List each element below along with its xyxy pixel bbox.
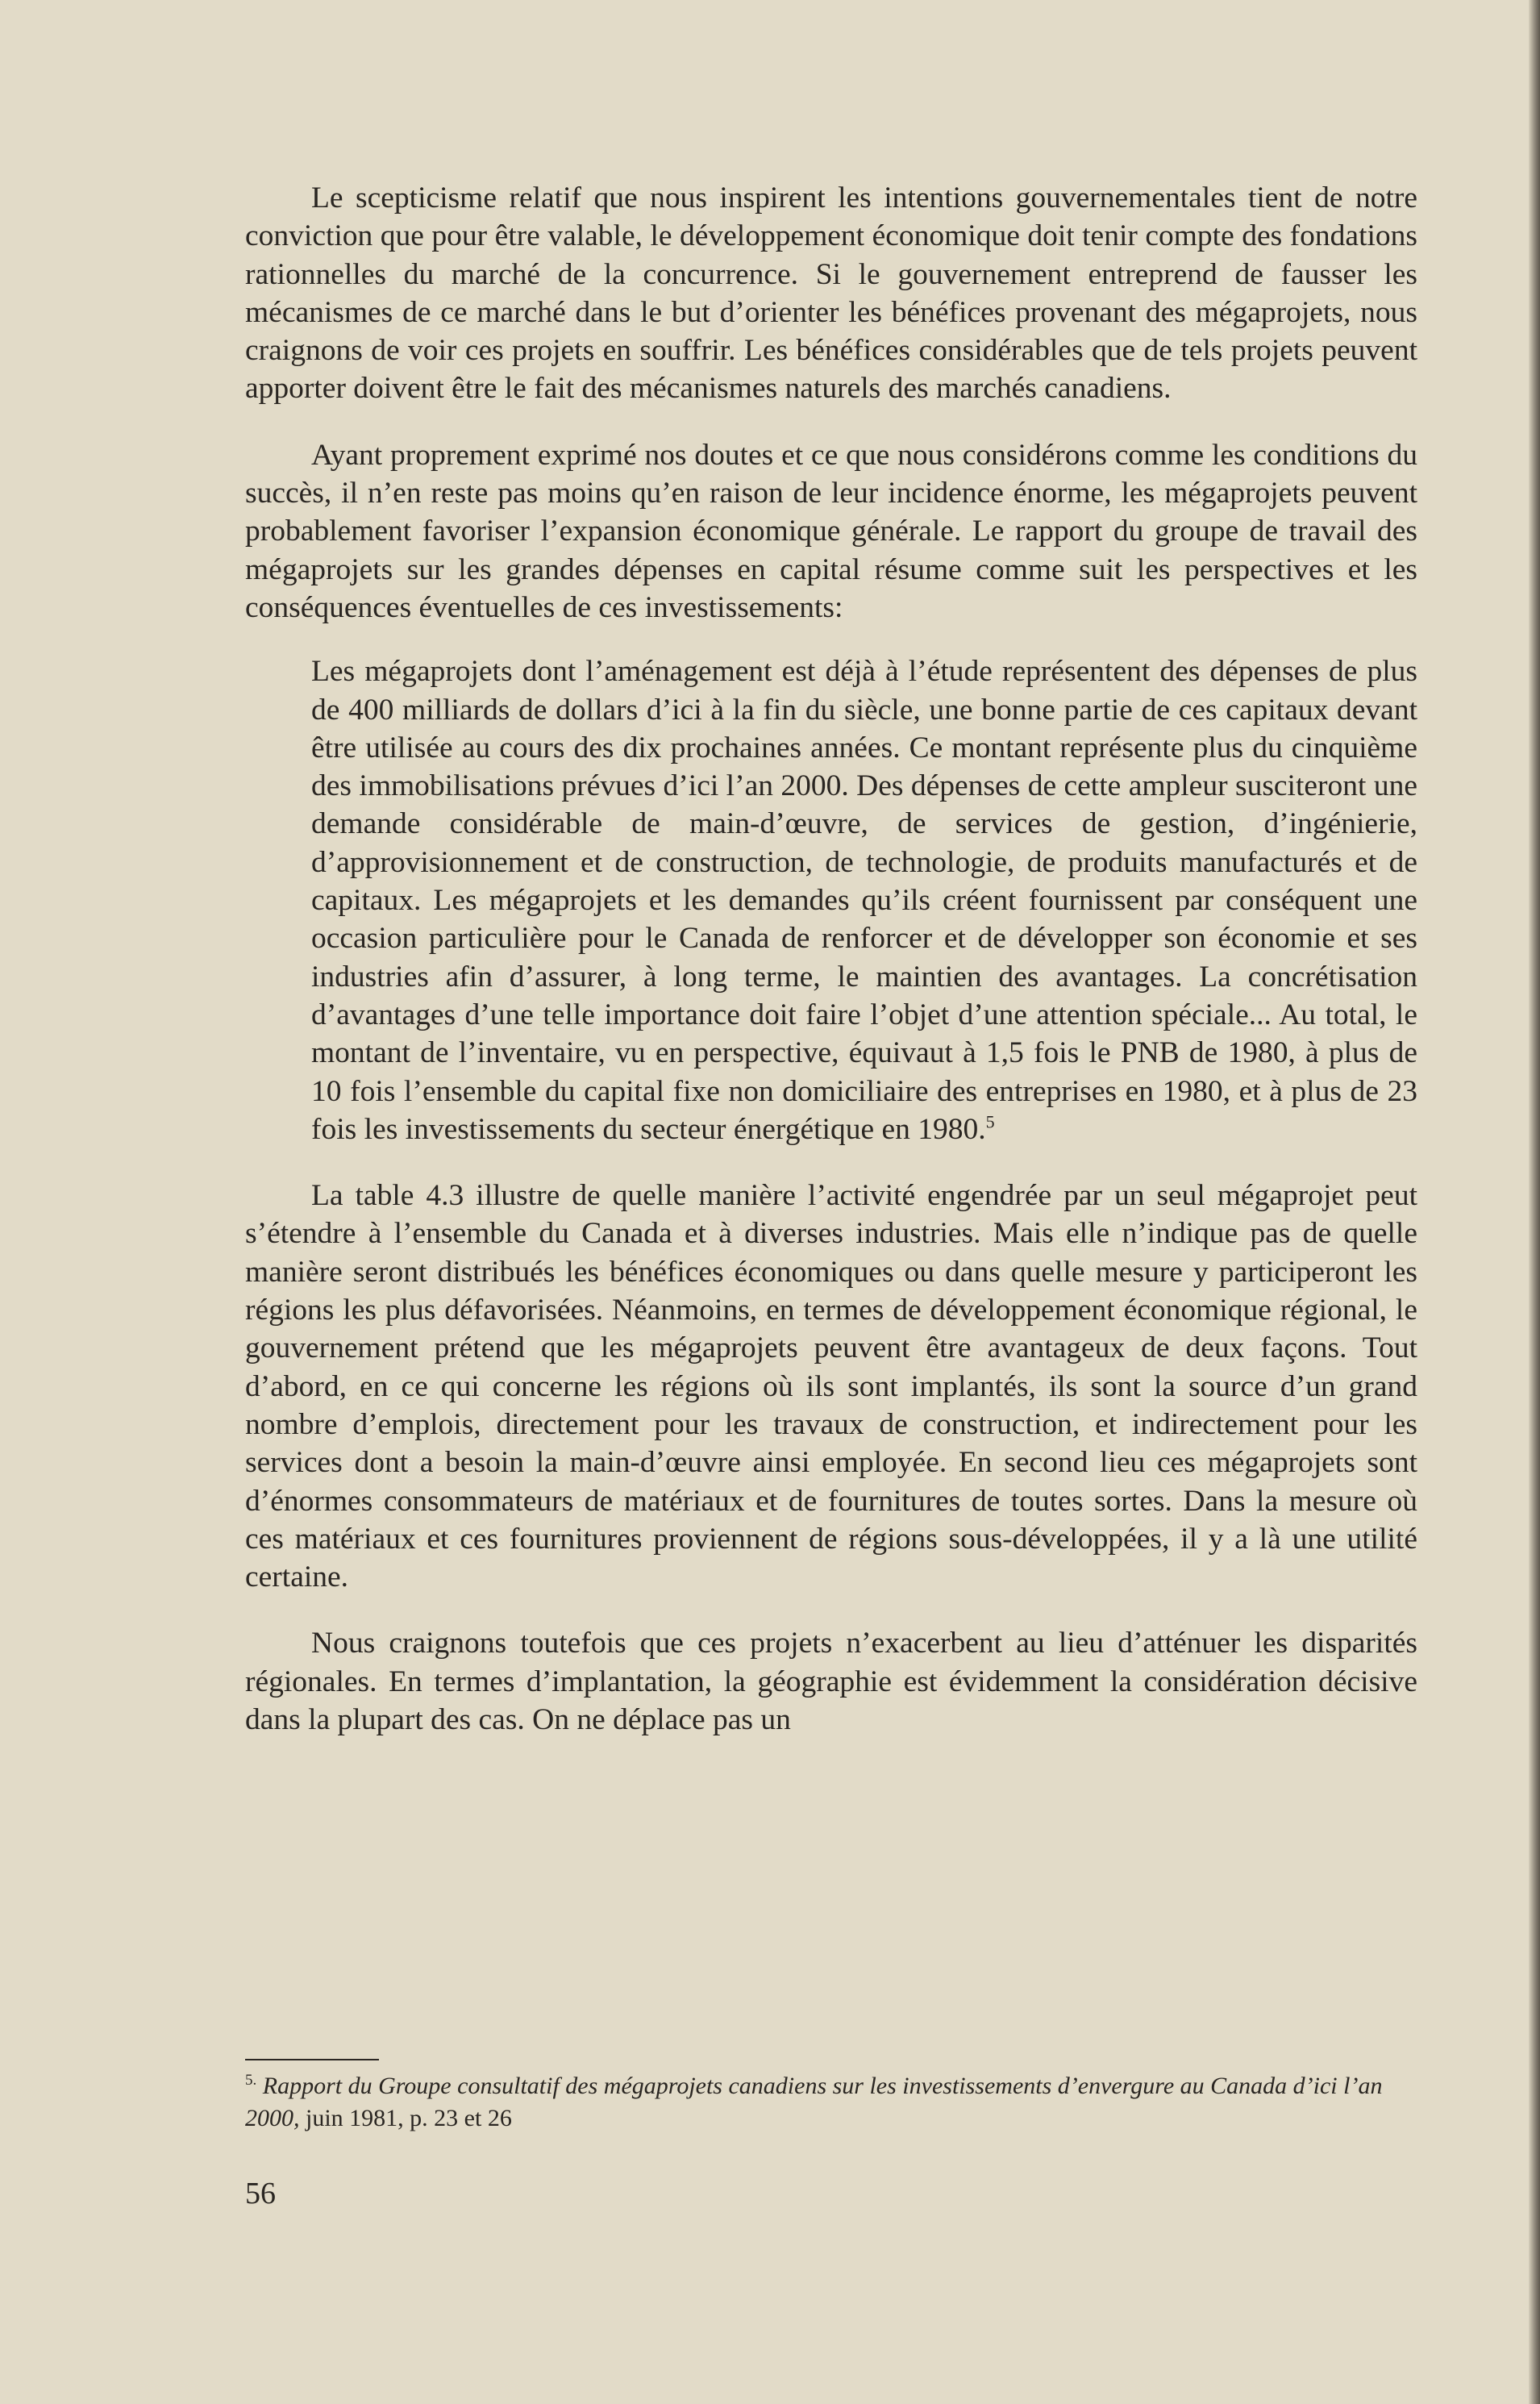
footnote-details: juin 1981, p. 23 et 26: [299, 2105, 512, 2131]
scan-page-edge: [1529, 0, 1540, 2404]
paragraph-3: La table 4.3 illustre de quelle manière l’activité engendrée par un seul mégaprojet peut s’étendre à l’ensemble du Canada et à diverses industries. Mais elle n’indique pas de quelle manière seront distribués les bénéfices économiques ou dans quelle mesure y participeront les régions les plus défavorisées. Néanmoins, en termes de développement économique régional, le gouvernement prétend que les mégaprojets peuvent être avantageux de deux façons. Tout d’abord, en ce qui concerne les régions où ils sont implantés, ils sont la source d’un grand nombre d’emplois, directement pour les travaux de construction, et indirectement pour les services dont a besoin la main-d’œuvre ainsi employée. En second lieu ces mégaprojets sont d’énormes consommateurs de matériaux et de fournitures de toutes sortes. Dans la mesure où ces matériaux et ces fournitures proviennent de régions sous-développées, il y a là une utilité certaine.: [245, 1179, 1417, 1594]
footnote-divider: [245, 2059, 379, 2060]
footnote-title: Rapport du Groupe consultatif des mégaprojets canadiens sur les investissements d’envergure au Canada d’ici l’an 2000,: [245, 2073, 1383, 2131]
body-text: [245, 179, 1417, 1739]
page-number: 56: [245, 2177, 276, 2210]
paragraph-1: Le scepticisme relatif que nous inspirent les intentions gouvernementales tient de notre conviction que pour être valable, le développement économique doit tenir compte des fondations rationnelles du marché de la concurrence. Si le gouvernement entreprend de fausser les mécanismes de ce marché dans le but d’orienter les bénéfices provenant des mégaprojets, nous craignons de voir ces projets en souffrir. Les bénéfices considérables que de tels projets peuvent apporter doivent être le fait des mécanismes naturels des marchés canadiens.: [245, 181, 1417, 406]
footnote-reference[interactable]: 5: [985, 1111, 995, 1132]
paragraph-2: Ayant proprement exprimé nos doutes et ce que nous considérons comme les conditions du succès, il n’en reste pas moins qu’en raison de leur incidence énorme, les mégaprojets peuvent probablement favoriser l’expansion économique générale. Le rapport du groupe de travail des mégaprojets sur les grandes dépenses en capital résume comme suit les perspectives et les conséquences éventuelles de ces investissements:: [245, 438, 1417, 624]
paragraph-4: Nous craignons toutefois que ces projets n’exacerbent au lieu d’atténuer les disparités régionales. En termes d’implantation, la géographie est évidemment la considération décisive dans la plupart des cas. On ne déplace pas un: [245, 1627, 1417, 1736]
footnote: [245, 2070, 1417, 2135]
block-quote: [311, 652, 1417, 1148]
block-quote-text: Les mégaprojets dont l’aménagement est déjà à l’étude représentent des dépenses de plus de 400 milliards de dollars d’ici à la fin du siècle, une bonne partie de ces capitaux devant être utilisée au cours des dix prochaines années. Ce montant représente plus du cinquième des immobilisations prévues d’ici l’an 2000. Des dépenses de cette ampleur susciteront une demande considérable de main-d’œuvre, de services de gestion, d’ingénierie, d’approvisionnement et de construction, de technologie, de produits manufacturés et de capitaux. Les mégaprojets et les demandes qu’ils créent fournissent par conséquent une occasion particulière pour le Canada de renforcer et de développer son économie et ses industries afin d’assurer, à long terme, le maintien des avantages. La concrétisation d’avantages d’une telle importance doit faire l’objet d’une attention spéciale... Au total, le montant de l’inventaire, vu en perspective, équivaut à 1,5 fois le PNB de 1980, à plus de 10 fois l’ensemble du capital fixe non domiciliaire des entreprises en 1980, et à plus de 23 fois les investissements du secteur énergétique en 1980.: [311, 655, 1417, 1146]
footnote-number: 5.: [245, 2072, 257, 2089]
